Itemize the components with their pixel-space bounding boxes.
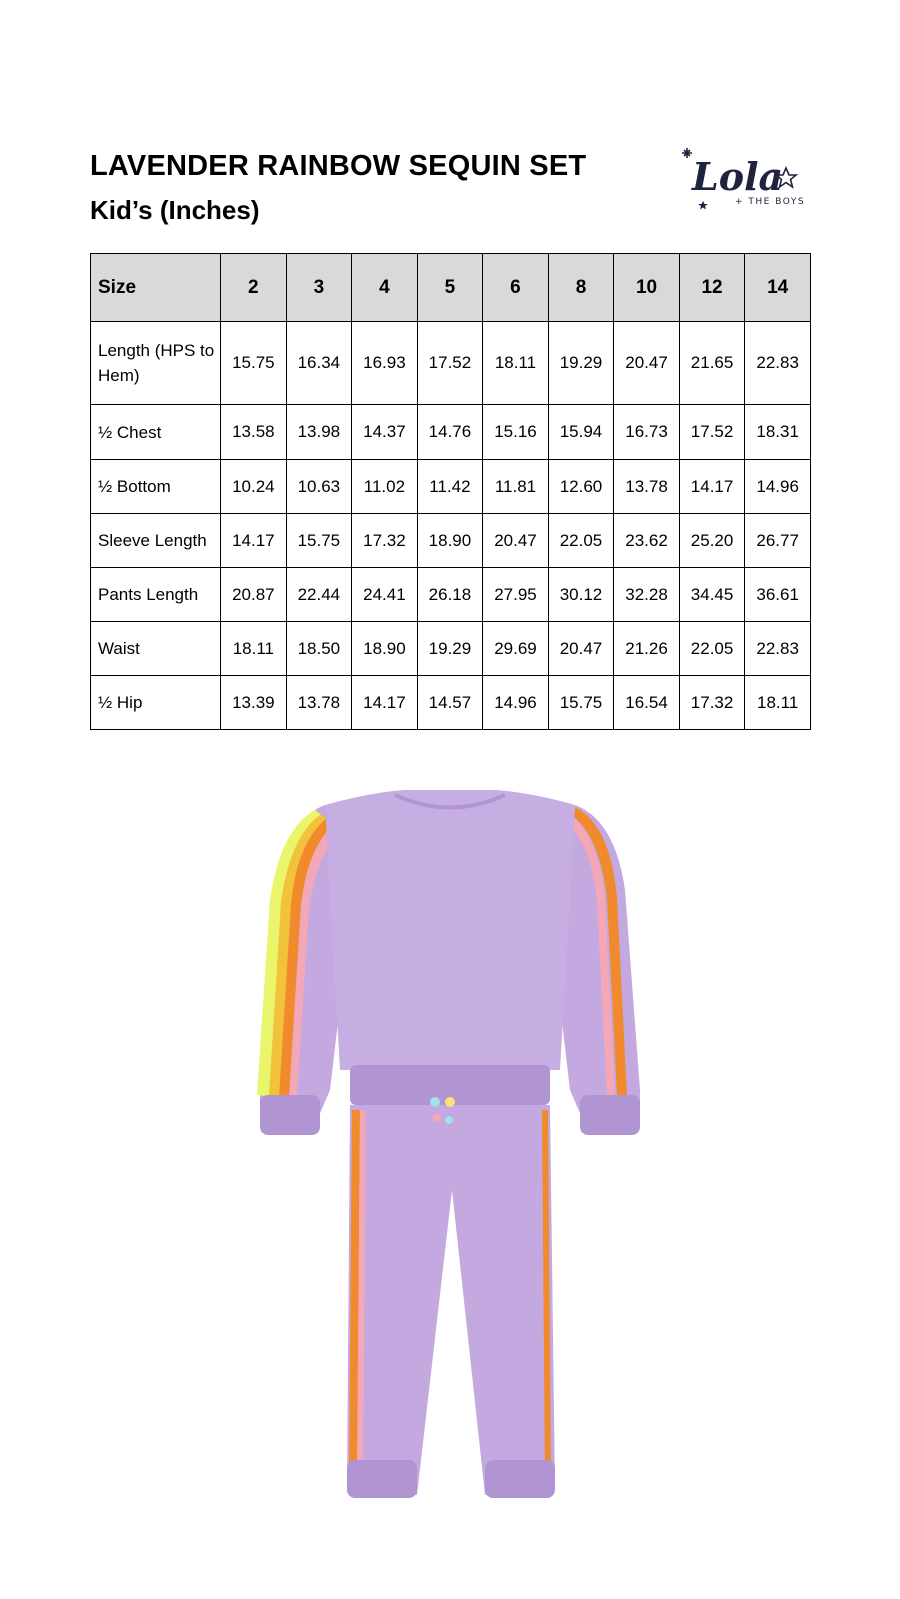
table-cell: 14.17	[221, 514, 287, 568]
table-row	[91, 676, 811, 730]
table-cell: 18.11	[745, 676, 811, 730]
table-header-row	[91, 254, 811, 322]
table-cell: 14.76	[417, 405, 483, 460]
table-cell: 17.52	[679, 405, 745, 460]
table-cell: 17.32	[352, 514, 418, 568]
table-cell: 15.16	[483, 405, 549, 460]
page-subtitle: Kid’s (Inches)	[90, 195, 260, 225]
table-cell: 12.60	[548, 460, 614, 514]
table-cell: 13.39	[221, 676, 287, 730]
table-cell: 34.45	[679, 568, 745, 622]
table-cell: 11.81	[483, 460, 549, 514]
table-cell: 18.90	[352, 622, 418, 676]
table-cell: 13.78	[614, 460, 680, 514]
table-cell: 24.41	[352, 568, 418, 622]
table-cell: 14.96	[483, 676, 549, 730]
table-cell: 17.52	[417, 322, 483, 405]
table-cell: 26.18	[417, 568, 483, 622]
table-cell: 36.61	[745, 568, 811, 622]
table-cell: 13.78	[286, 676, 352, 730]
table-cell: 10.63	[286, 460, 352, 514]
brand-logo	[680, 140, 810, 220]
table-cell: 20.47	[548, 622, 614, 676]
table-cell: 23.62	[614, 514, 680, 568]
size-12-header: 12	[679, 254, 745, 322]
row-label: Sleeve Length	[91, 514, 221, 568]
size-8-header: 8	[548, 254, 614, 322]
table-cell: 32.28	[614, 568, 680, 622]
table-cell: 30.12	[548, 568, 614, 622]
table-cell: 18.11	[221, 622, 287, 676]
table-cell: 18.31	[745, 405, 811, 460]
table-cell: 16.54	[614, 676, 680, 730]
table-cell: 18.11	[483, 322, 549, 405]
table-cell: 22.83	[745, 322, 811, 405]
table-cell: 13.58	[221, 405, 287, 460]
size-5-header: 5	[417, 254, 483, 322]
row-label: ½ Bottom	[91, 460, 221, 514]
size-header: Size	[91, 254, 221, 322]
table-cell: 17.32	[679, 676, 745, 730]
logo-script-text: Lola	[692, 154, 784, 199]
table-cell: 22.05	[548, 514, 614, 568]
table-cell: 14.57	[417, 676, 483, 730]
table-cell: 11.02	[352, 460, 418, 514]
table-cell: 20.47	[483, 514, 549, 568]
product-image	[255, 790, 645, 1540]
table-row	[91, 405, 811, 460]
table-cell: 15.75	[286, 514, 352, 568]
logo-small-text: + THE BOYS	[735, 197, 806, 207]
table-cell: 14.17	[352, 676, 418, 730]
size-2-header: 2	[221, 254, 287, 322]
table-cell: 22.44	[286, 568, 352, 622]
row-label: ½ Chest	[91, 405, 221, 460]
table-row	[91, 622, 811, 676]
row-label: Length (HPS to Hem)	[91, 322, 221, 405]
pants-illustration	[347, 1097, 555, 1498]
row-label: Waist	[91, 622, 221, 676]
size-3-header: 3	[286, 254, 352, 322]
table-row	[91, 322, 811, 405]
table-cell: 21.26	[614, 622, 680, 676]
table-cell: 26.77	[745, 514, 811, 568]
table-row	[91, 568, 811, 622]
table-cell: 16.34	[286, 322, 352, 405]
table-cell: 15.75	[221, 322, 287, 405]
table-cell: 18.90	[417, 514, 483, 568]
table-cell: 10.24	[221, 460, 287, 514]
row-label: ½ Hip	[91, 676, 221, 730]
table-cell: 14.96	[745, 460, 811, 514]
table-cell: 25.20	[679, 514, 745, 568]
table-cell: 27.95	[483, 568, 549, 622]
size-10-header: 10	[614, 254, 680, 322]
table-cell: 22.05	[679, 622, 745, 676]
size-4-header: 4	[352, 254, 418, 322]
table-cell: 16.73	[614, 405, 680, 460]
table-cell: 13.98	[286, 405, 352, 460]
table-cell: 11.42	[417, 460, 483, 514]
table-row	[91, 460, 811, 514]
table-cell: 18.50	[286, 622, 352, 676]
table-cell: 29.69	[483, 622, 549, 676]
sweatshirt-illustration	[257, 790, 640, 1135]
row-label: Pants Length	[91, 568, 221, 622]
table-cell: 20.47	[614, 322, 680, 405]
small-star-icon	[698, 201, 708, 210]
table-cell: 19.29	[548, 322, 614, 405]
table-row	[91, 514, 811, 568]
size-14-header: 14	[745, 254, 811, 322]
sparkle-icon	[682, 148, 692, 158]
table-cell: 20.87	[221, 568, 287, 622]
table-cell: 21.65	[679, 322, 745, 405]
table-cell: 19.29	[417, 622, 483, 676]
size-6-header: 6	[483, 254, 549, 322]
table-cell: 15.75	[548, 676, 614, 730]
table-cell: 14.37	[352, 405, 418, 460]
size-chart-table	[90, 253, 811, 730]
page-title: LAVENDER RAINBOW SEQUIN SET	[90, 150, 587, 182]
table-cell: 15.94	[548, 405, 614, 460]
table-cell: 14.17	[679, 460, 745, 514]
table-cell: 22.83	[745, 622, 811, 676]
table-cell: 16.93	[352, 322, 418, 405]
